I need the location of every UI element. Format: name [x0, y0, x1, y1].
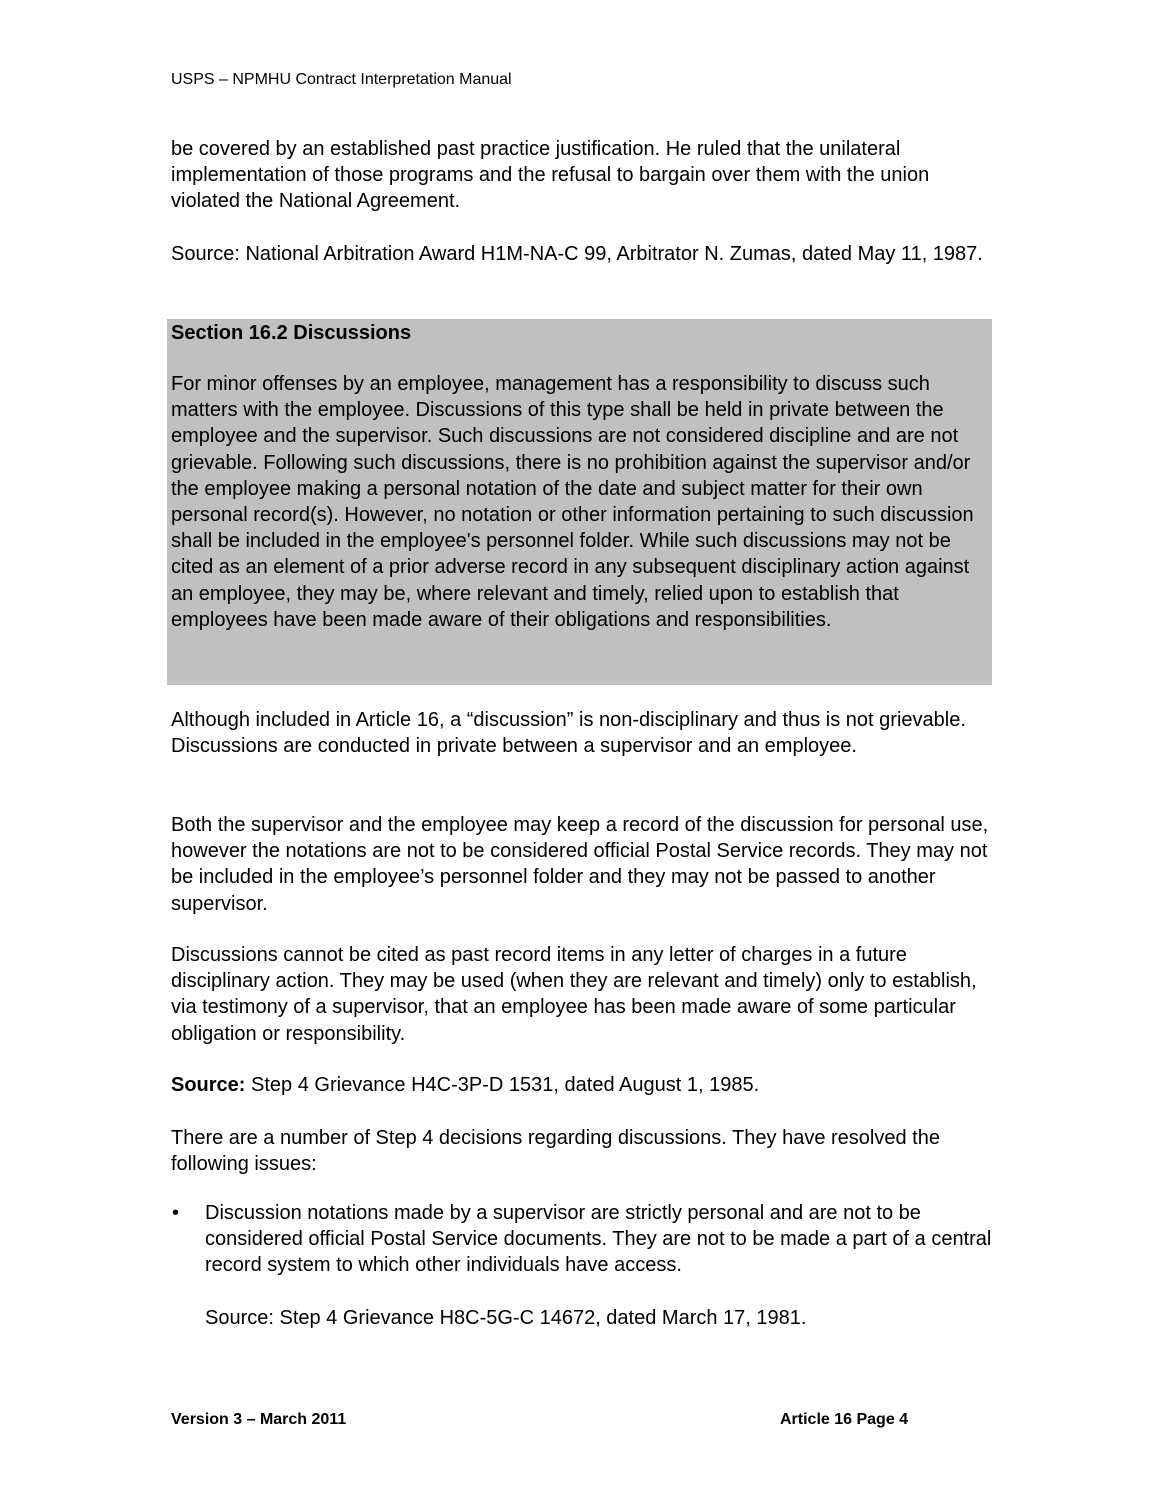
intro-paragraph: be covered by an established past practice justification. He ruled that the unilateral implementation of those programs and the refusal to bargain over them with the union violated the National Agreement. — [171, 138, 930, 213]
paragraph-2: Both the supervisor and the employee may keep a record of the discussion for personal use, however the notations are not to be considered official Postal Service records. They may not be included in the employee’s personnel folder and they may not be passed to another supervisor. — [171, 814, 989, 915]
bullet-source: Source: Step 4 Grievance H8C-5G-C 14672, dated March 17, 1981. — [205, 1307, 807, 1329]
paragraph-1: Although included in Article 16, a “discussion” is non-disciplinary and thus is not grievable. Discussions are conducted in private between a supervisor and an employee. — [171, 709, 966, 758]
source-text: Step 4 Grievance H4C-3P-D 1531, dated August 1, 1985. — [245, 1074, 760, 1096]
footer-page: Article 16 Page 4 — [780, 1411, 909, 1428]
bullet-icon: • — [172, 1202, 180, 1224]
source-label: Source: — [171, 1074, 246, 1096]
section-title: Section 16.2 Discussions — [171, 322, 412, 344]
paragraph-3: Discussions cannot be cited as past record items in any letter of charges in a future disciplinary action. They may be used (when they are relevant and timely) only to establish, via testimony of a supervisor, that an employee has been made aware of some particular obligation or responsibility. — [171, 944, 977, 1045]
intro-source: Source: National Arbitration Award H1M-NA-C 99, Arbitrator N. Zumas, dated May 11, 1987. — [171, 243, 983, 265]
paragraph-4: There are a number of Step 4 decisions regarding discussions. They have resolved the following issues: — [171, 1127, 940, 1176]
bullet-text: Discussion notations made by a supervisor are strictly personal and are not to be considered official Postal Service documents. They are not to be made a part of a central record system to which other individuals have access. — [205, 1202, 992, 1277]
source-line — [171, 1072, 996, 1098]
footer-version: Version 3 – March 2011 — [171, 1411, 347, 1428]
page-header: USPS – NPMHU Contract Interpretation Manual — [171, 71, 512, 88]
section-text: For minor offenses by an employee, management has a responsibility to discuss such matters with the employee. Discussions of this type shall be held in private between the employee and the supervisor. Such discussions are not considered discipline and are not grievable. Following such discussions, there is no prohibition against the supervisor and/or the employee making a personal notation of the date and subject matter for their own personal record(s). However, no notation or other information pertaining to such discussion shall be included in the employee's personnel folder. While such discussions may not be cited as an element of a prior adverse record in any subsequent disciplinary action against an employee, they may be, where relevant and timely, relied upon to establish that employees have been made aware of their obligations and responsibilities. — [171, 373, 974, 631]
